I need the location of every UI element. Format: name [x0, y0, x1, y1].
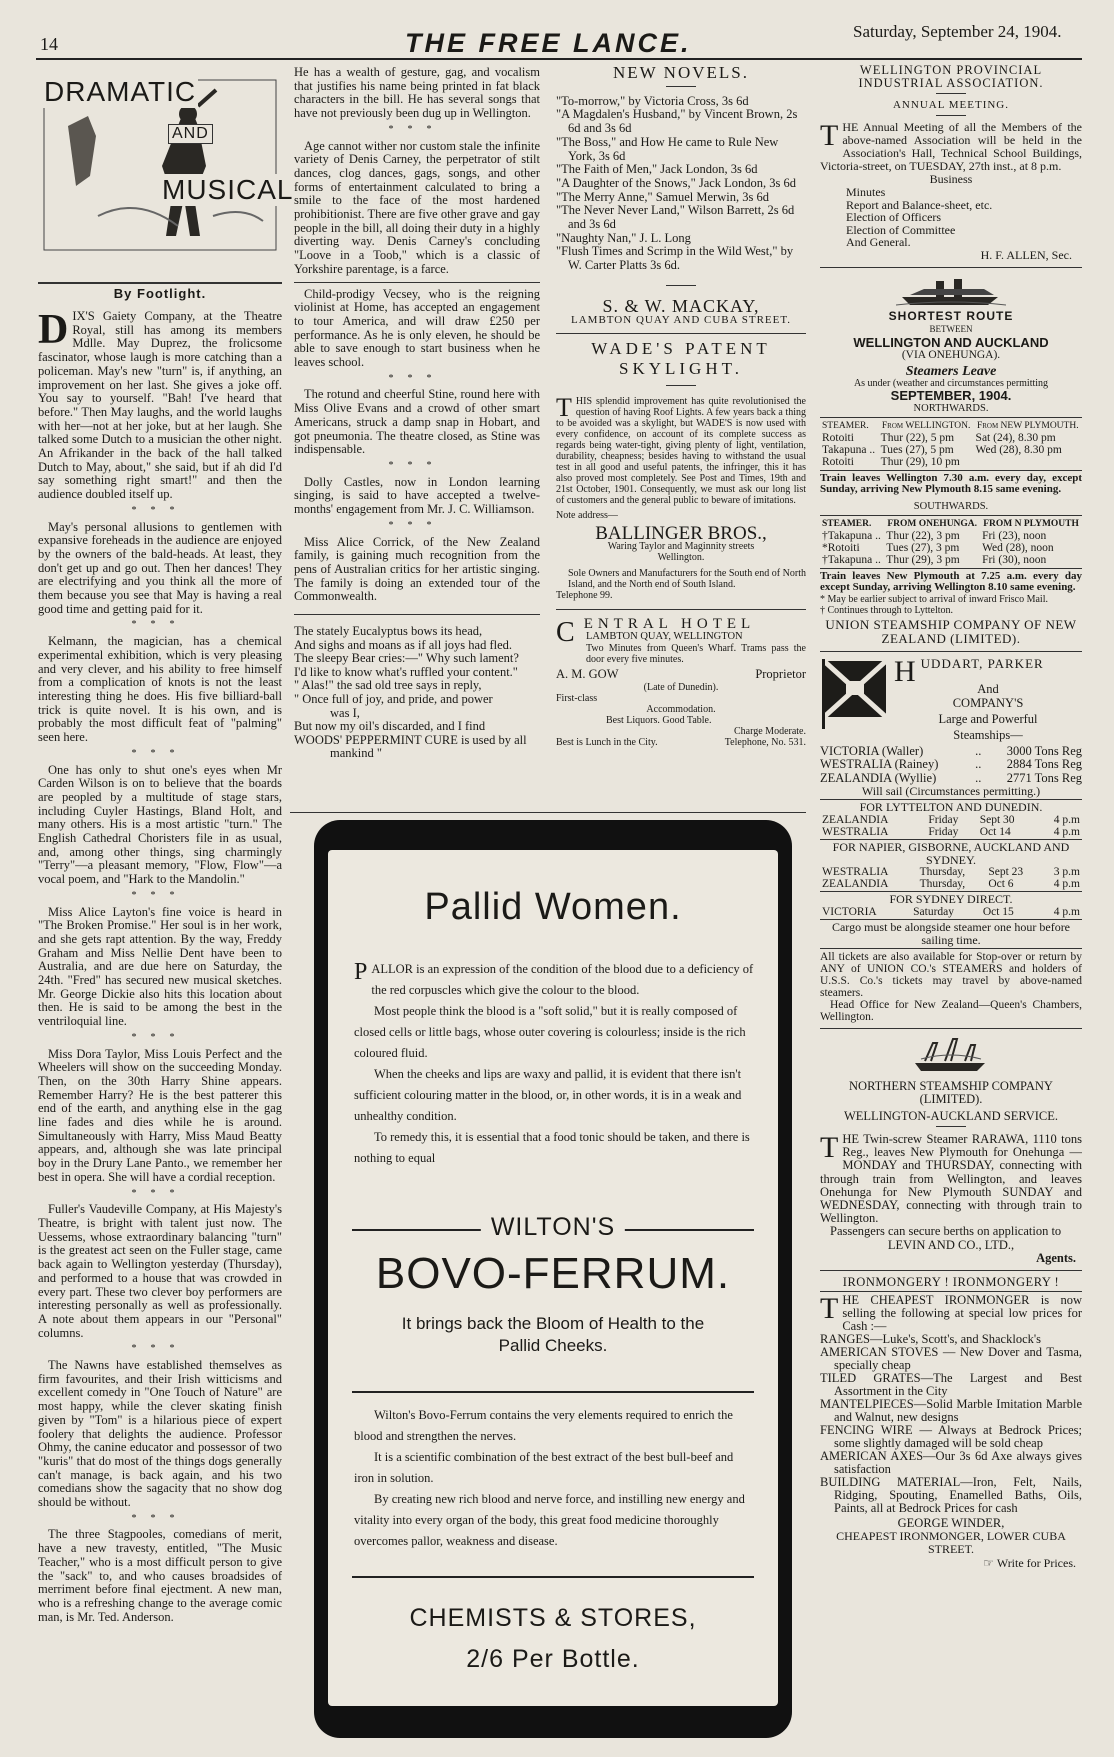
- list-item: And General.: [846, 235, 911, 249]
- seller-name: S. & W. MACKAY,: [602, 295, 760, 316]
- hotel-address: LAMBTON QUAY, WELLINGTON: [586, 631, 743, 643]
- separator-stars: ***: [131, 1031, 189, 1043]
- table-row: WESTRALIA (Rainey) .. 2884 Tons Reg: [820, 757, 1082, 771]
- issue-date: Saturday, September 24, 1904.: [853, 22, 1062, 41]
- will-sail: Will sail (Circumstances permitting.): [861, 784, 1041, 798]
- list-item: "Flush Times and Scrimp in the Wild West," by W. Carter Platts 3s 6d.: [556, 244, 794, 273]
- divider: [820, 1270, 1082, 1271]
- drop-cap: T: [556, 393, 572, 423]
- ironmongery-intro: THE CHEAPEST IRONMONGER is now selling the following at special low prices for Cash :—: [820, 1291, 1082, 1334]
- union-steamships: Steamships—: [953, 727, 1023, 742]
- union-name: UDDART, PARKER: [920, 655, 1044, 671]
- table-row: Takapuna .. Tues (27), 5 pm Wed (28), 8.30 pm: [822, 443, 1062, 456]
- ad-paragraph: When the cheeks and lips are waxy and pallid, it is evident that there isn't sufficient colouring matter in the blood, or, in other words, it is in a weak and unhealthy condition.: [354, 1067, 742, 1123]
- divider: [556, 333, 806, 334]
- poem-line: " Alas!" the sad old tree says in reply,: [294, 678, 482, 693]
- middle-paragraph: The rotund and cheerful Stine, round here with Miss Olive Evans and a crowd of other smart Americans, struck a damp snap in Hobart, and got pneumonia. The theatre closed, as Stine was indispensable.: [294, 387, 540, 457]
- table-row: WESTRALIA Thursday, Sept 23 3 p.m: [822, 866, 1080, 878]
- header-rule: [36, 58, 1082, 60]
- divider: [556, 609, 806, 610]
- list-item: Report and Balance-sheet, etc.: [846, 197, 993, 212]
- northern-sub: WELLINGTON-AUCKLAND SERVICE.: [843, 1109, 1059, 1123]
- accommodation: Accommodation.: [646, 704, 716, 716]
- dramatic-paragraph: The Nawns have established themselves as firm favourites, and their Irish witticisms and excellent comedy in "One Touch of Nature" are most happy, while the clever skating finish given by "Tom" is a hilarious piece of expert foolery that delights the audience. Professor Ohmy, the canine educator and possessor of two "kuris" that do most of the things dogs generally can't manage, is back again, and his two comedians show the sagacity that no show dog should be without.: [38, 1358, 282, 1510]
- brand-line1: WILTON'S: [481, 1213, 625, 1242]
- route-heading: SHORTEST ROUTE: [888, 308, 1014, 323]
- divider: [820, 1028, 1082, 1029]
- route-between: BETWEEN: [929, 323, 973, 334]
- list-item: "A Magdalen's Husband," by Vincent Brown, 2s 6d and 3s 6d: [556, 107, 798, 136]
- dramatic-paragraph: DIX'S Gaiety Company, at the Theatre Royal, still has among its members Mdlle. May Duprez, the frolicsome fascinator, whose laugh is more catching than a policeman. May's new "turn" is, if anything, an improvement on her last. She gives a joke off. You say to yourself. "Bah! I've heard that before." Then May laughs, and the world laughs with her—not at her joke, but at her laugh. She talked some Dutch to a musician the other night. An Afrikander in the back of the hall talked Dutch to May, about," she said, but if ah did I'd say something right smart!" and then the audience doubled itself up.: [38, 310, 282, 502]
- list-item: TILED GRATES—The Largest and Best Assortment in the City: [820, 1371, 1082, 1399]
- northern-body: THE Twin-screw Steamer RARAWA, 1110 tons Reg., leaves New Plymouth for Onehunga —MONDAY and THURSDAY, connecting with through train from Wellington, and leaves Onehunga for New Plymouth SUNDAY and WEDNESDAY, connecting with through train to Wellington.: [820, 1131, 1082, 1226]
- union-and: And: [977, 681, 999, 696]
- ad-rule: [290, 812, 806, 813]
- separator-stars: ***: [388, 123, 446, 135]
- route-via: (VIA ONEHUNGA).: [901, 348, 1001, 361]
- hotel-telephone: Telephone, No. 531.: [724, 737, 806, 749]
- poem-line: The stately Eucalyptus bows its head,: [294, 624, 483, 639]
- drop-cap: P: [354, 959, 368, 985]
- drop-cap: T: [820, 1131, 839, 1164]
- pointing-hand-icon: ☞: [983, 1556, 997, 1571]
- dramatic-paragraph: The three Stagpooles, comedians of merit, have a new travesty, entitled, "The Music Teacher," who is a most difficult person to give the "sack" to, and who causes broadsides of merriment before final ejectment. A new man, who is a refreshing change to the average comic man, is Mr. Ted. Anderson.: [38, 1527, 282, 1624]
- column-four: [820, 64, 1082, 1754]
- table-row: VICTORIA Saturday Oct 15 4 p.m: [822, 906, 1080, 918]
- steamers-leave: Steamers Leave: [905, 363, 997, 379]
- drop-cap: C: [556, 616, 580, 648]
- list-item: AMERICAN AXES—Our 3s 6d Axe always gives satisfaction: [820, 1449, 1082, 1477]
- dramatic-paragraph: Fuller's Vaudeville Company, at His Majesty's Theatre, is bright with talent just now. The Uessems, whose extraordinary balancing "turn" is the greatest act seen on the Fuller stage, came back again to Wellington yesterday (Thursday), and performed to a house that was crowded in every part. These two clever boy performers are interesting personally as well as professionally. A note about them appears in our "Personal" columns.: [38, 1202, 282, 1340]
- poem-line: was I,: [330, 705, 360, 720]
- provincial-heading: WELLINGTON PROVINCIAL INDUSTRIAL ASSOCIATION.: [858, 64, 1044, 90]
- ad-paragraph: To remedy this, it is essential that a food tonic should be taken, and there is nothing to equal: [354, 1130, 750, 1165]
- route-places: WELLINGTON AND AUCKLAND: [853, 334, 1049, 350]
- sailing-table: [820, 906, 1082, 918]
- poem-line: And sighs and moans as if all joys had fled.: [294, 637, 513, 652]
- ad-footer-price: 2/6 Per Bottle.: [466, 1645, 640, 1673]
- northern-passengers: Passengers can secure berths on application to: [830, 1224, 1062, 1239]
- sailing-month: SEPTEMBER, 1904.: [890, 387, 1012, 403]
- steamer-icon: [820, 273, 1082, 310]
- firm-name: BALLINGER BROS.,: [595, 522, 767, 544]
- ad-copy-bottom: [328, 1393, 778, 1552]
- divider: [294, 614, 540, 615]
- divider: [820, 651, 1082, 652]
- and-word: AND: [168, 124, 213, 144]
- drop-cap: H: [894, 654, 917, 688]
- charge: Charge Moderate.: [733, 726, 806, 738]
- ad-tagline: It brings back the Bloom of Health to the Pallid Cheeks.: [401, 1314, 705, 1355]
- brand-row: [352, 1213, 754, 1243]
- house-flag-icon: [822, 659, 888, 729]
- pallid-women-ad: [314, 820, 792, 1738]
- drop-cap: D: [38, 310, 69, 353]
- lunch: Best is Lunch in the City.: [556, 737, 658, 749]
- separator-stars: ***: [388, 372, 446, 384]
- middle-column: [294, 66, 540, 846]
- southwards-table: [820, 518, 1082, 566]
- destination-heading: FOR LYTTELTON AND DUNEDIN.: [859, 800, 1043, 814]
- union-company: COMPANY'S: [952, 695, 1024, 710]
- provincial-body: THE Annual Meeting of all the Members of the above-named Association will be held in the Association's Hall, Technical School Buildings, Victoria-street, on TUESDAY, 27th inst., at 8 p.m.: [820, 119, 1082, 173]
- separator-stars: ***: [131, 1512, 189, 1524]
- table-header: STEAMER. FROM ONEHUNGA. FROM N PLYMOUTH: [822, 518, 1079, 529]
- hotel-name: ENTRAL HOTEL: [583, 615, 756, 632]
- page-number: 14: [40, 34, 58, 54]
- winder-name: GEORGE WINDER,: [897, 1516, 1005, 1531]
- ad-paragraph: Wilton's Bovo-Ferrum contains the very elements required to enrich the blood and strengthen the nerves.: [354, 1408, 733, 1443]
- byline: By Footlight.: [113, 286, 207, 301]
- masthead-title: THE FREE LANCE.: [405, 28, 692, 58]
- separator-stars: ***: [131, 1187, 189, 1199]
- northwards-table: [820, 420, 1082, 468]
- drop-cap: T: [820, 119, 839, 152]
- union-masthead: [820, 654, 1082, 745]
- list-item: MANTELPIECES—Solid Marble Imitation Marble and Walnut, new designs: [820, 1397, 1082, 1425]
- proprietor-name: A. M. GOW: [556, 667, 619, 682]
- northwards-label: NORTHWARDS.: [913, 402, 989, 414]
- ad-paragraph: It is a scientific combination of the best extract of the best bull-beef and iron in solution.: [354, 1450, 734, 1485]
- poem-line: WOODS' PEPPERMINT CURE is used by all: [294, 732, 527, 747]
- list-item: FENCING WIRE — Always at Bedrock Prices; some slightly damaged will be sold cheap: [820, 1423, 1082, 1451]
- list-item: "A Daughter of the Snows," Jack London, 3s 6d: [556, 175, 797, 190]
- divider: [294, 282, 540, 283]
- separator-stars: ***: [131, 619, 189, 631]
- southwards-label: SOUTHWARDS.: [913, 500, 989, 512]
- business-label: Business: [929, 172, 973, 186]
- musical-word: MUSICAL: [162, 174, 294, 205]
- ship-icon: [820, 1035, 1082, 1076]
- provincial-sub: ANNUAL MEETING.: [892, 99, 1010, 111]
- dramatic-paragraph: May's personal allusions to gentlemen with expansive foreheads in the audience are enjoyed by the owners of the bald-heads. At least, they don't get up and go out. Then her dances! They are electrifying and you think all the more of them because you see that May is having a real good time and getting paid for it.: [38, 519, 282, 616]
- ironmongery-list: [820, 1333, 1082, 1515]
- poem-line: " Once full of joy, and pride, and power: [294, 691, 493, 706]
- poem-line: But now my oil's discarded, and I find: [294, 719, 486, 734]
- novels-list: [556, 95, 806, 273]
- destination-heading: FOR NAPIER, GISBORNE, AUCKLAND AND SYDNEY.: [832, 840, 1070, 867]
- northern-agent: LEVIN AND CO., LTD.,: [887, 1237, 1015, 1252]
- sole-agents: Sole Owners and Manufacturers for the South end of North Island, and the North end of South Island.: [568, 567, 806, 590]
- dramatic-paragraph: Miss Dora Taylor, Miss Louis Perfect and the Wheelers will show on the succeeding Monday. Then, on the 30th Harry Shine appears. Remember Harry? He is the best patterer this end of the earth, and anything else in the gag line fades and dies while he is around. Simultaneously with Harry, Miss Maud Beatty appears, and, although she was late principal boy in the Drury Lane Panto., we remember her best in opera. She will have a cordial reception.: [38, 1046, 282, 1184]
- list-item: BUILDING MATERIAL—Iron, Felt, Nails, Ridging, Spouting, Enamelled Baths, Oils, Paints, all at Bedrock Prices for cash: [820, 1475, 1082, 1516]
- table-row: VICTORIA (Waller) .. 3000 Tons Reg: [820, 743, 1082, 758]
- list-item: "The Faith of Men," Jack London, 3s 6d: [556, 162, 758, 177]
- destination-heading: FOR SYDNEY DIRECT.: [889, 892, 1013, 906]
- ad-paragraph: By creating new rich blood and nerve force, and instilling new energy and vitality into every organ of the body, this great food medicine thoroughly overcomes pallor, weakness and disease.: [354, 1492, 745, 1548]
- list-item: Election of Officers: [846, 210, 942, 224]
- list-item: AMERICAN STOVES — New Dover and Tasma, specially cheap: [820, 1345, 1082, 1373]
- table-header: STEAMER. From WELLINGTON. From NEW PLYMOUTH.: [822, 420, 1079, 431]
- table-row: ZEALANDIA Thursday, Oct 6 4 p.m: [822, 878, 1080, 890]
- firm-address: Waring Taylor and Maginnity streets: [607, 540, 755, 552]
- separator-stars: ***: [131, 1343, 189, 1355]
- separator-stars: ***: [131, 889, 189, 901]
- firm-city: Wellington.: [657, 551, 705, 563]
- route-note: * May be earlier subject to arrival of inward Frisco Mail.: [820, 593, 1048, 605]
- northern-heading: NORTHERN STEAMSHIP COMPANY (LIMITED).: [849, 1079, 1053, 1106]
- skylight-body: THIS splendid improvement has quite revolutionised the question of having Roof Lights. A few years back a thing to be avoided was a skylight, but WADE'S is now used with every confidence, on account of its complete success as regards being water-tight, giving plenty of light, ventilation, durability, cheapness; besides having to withstand the usual test in all good and useful patents, the infringer, this it has also proved most completely. See Post and Times, 19th and 21st October, 1901. Consequently, we must ask our long list of customers and the general public to beware of imitations.: [556, 393, 806, 507]
- union-heading: UNION STEAMSHIP COMPANY OF NEW ZEALAND (LIMITED).: [825, 616, 1077, 646]
- dramatic-column: [38, 310, 282, 1750]
- note-address: Note address—: [556, 510, 618, 522]
- skylight-heading: WADE'S PATENT SKYLIGHT.: [591, 339, 771, 379]
- table-row: ZEALANDIA Friday Sept 30 4 p.m: [822, 814, 1080, 826]
- train-north: Train leaves Wellington 7.30 a.m. every day, except Sunday, arriving New Plymouth 8.15 same evening.: [820, 471, 1082, 495]
- dramatic-paragraph: Kelmann, the magician, has a chemical experimental exhibition, which is very pleasing and very clever, and his ability to free himself from a complication of knots is not the least interesting thing he does. His five billiard-ball trick is quite novel. It is his own, and is probably the most difficult feat of "palming" seen here.: [38, 634, 282, 745]
- as-under: As under (weather and circumstances permitting: [853, 377, 1049, 389]
- ad-inner-panel: [328, 850, 778, 1706]
- route-note: † Continues through to Lyttelton.: [820, 604, 954, 616]
- first-class: First-class: [556, 693, 598, 705]
- dramatic-heading-illustration: [38, 66, 294, 284]
- fleet-list: [820, 745, 1082, 786]
- list-item: "Naughty Nan," J. L. Long: [556, 230, 691, 245]
- winder-title: CHEAPEST IRONMONGER, LOWER CUBA STREET.: [836, 1529, 1066, 1556]
- middle-paragraph: Miss Alice Corrick, of the New Zealand family, is gaining much recognition from the pens of Australian critics for her artistic singing. The family is doing an extended tour of the Commonwealth.: [294, 534, 540, 604]
- list-item: RANGES—Luke's, Scott's, and Shacklock's: [820, 1332, 1041, 1347]
- write-for-prices: ☞ Write for Prices.: [983, 1556, 1076, 1571]
- ad-paragraph: PALLOR is an expression of the condition of the blood due to a deficiency of the red corpuscles which give the colour to the blood.: [354, 959, 754, 997]
- dramatic-paragraph: One has only to shut one's eyes when Mr Carden Wilson is on to believe that the boards are peopled by a multitude of stage stars, including Cuyler Hastings, Bland Holt, and many others. His is a most artistic "turn." The English Cathedral Choristers file in as usual, and, among other things, sing charmingly "Terry"—a pleasant memory, "Flow, Flow"—a vocal poem, and "Hark to the Mandolin.": [38, 762, 282, 887]
- provincial-signature: H. F. ALLEN, Sec.: [980, 247, 1072, 262]
- list-item: Election of Committee: [846, 222, 956, 237]
- table-row: WESTRALIA Friday Oct 14 4 p.m: [822, 826, 1080, 838]
- middle-paragraph: Age cannot wither nor custom stale the infinite variety of Denis Carney, the perpetrator of stilt dances, clog dances, gags, songs, and other forms of entertainment calculated to bring a smile to the face of the most hardened prohibitionist. There are five other grave and gay people in the bill, all doing their duty in a highly diverting way. Denis Carney's concluding "Loove in a Toob," which is a classic of Yorkshire parentage, is a farce.: [294, 138, 540, 276]
- tickets-note: All tickets are also available for Stop-over or return by ANY of UNION CO.'s STEAMERS and holders of U.S.S. Co.'s tickets may travel by above-named steamers.: [820, 951, 1082, 999]
- proprietor-note: (Late of Dunedin).: [643, 682, 719, 694]
- cargo-note: Cargo must be alongside steamer one hour before sailing time.: [831, 920, 1071, 947]
- proprietor-label: Proprietor: [755, 667, 806, 682]
- table-row: †Takapuna .. Thur (22), 3 pm Fri (23), noon: [822, 529, 1047, 542]
- table-row: Rotoiti Thur (29), 10 pm: [822, 455, 960, 468]
- separator-stars: ***: [131, 504, 189, 516]
- separator-stars: ***: [388, 459, 446, 471]
- sailing-table: [820, 866, 1082, 890]
- divider: [820, 267, 1082, 268]
- poem-line: mankind ": [330, 746, 382, 761]
- head-office: Head Office for New Zealand—Queen's Chambers, Wellington.: [820, 999, 1082, 1023]
- middle-paragraph: Child-prodigy Vecsey, who is the reigning violinist at Home, has accepted an engagement to tour America, and will draw £250 per performance. As he is only eleven, he should be able to save enough to start business when he leaves school.: [294, 286, 540, 370]
- ad-title: Pallid Women.: [424, 886, 682, 928]
- seller-address: LAMBTON QUAY AND CUBA STREET.: [571, 313, 791, 326]
- dramatic-word: DRAMATIC: [44, 76, 197, 107]
- poem-line: The sleepy Bear cries:—" Why such lament?: [294, 651, 519, 666]
- ad-paragraph: Most people think the blood is a "soft solid," but it is really composed of closed cells or little bags, whose outer covering is colourless; inside is the rich coloured fluid.: [354, 1004, 746, 1060]
- list-item: "The Merry Anne," Samuel Merwin, 3s 6d: [556, 189, 769, 204]
- table-row: Rotoiti Thur (22), 5 pm Sat (24), 8.30 pm: [822, 431, 1056, 444]
- list-item: "To-morrow," by Victoria Cross, 3s 6d: [556, 93, 749, 108]
- agenda-list: [820, 186, 1082, 249]
- drop-cap: T: [820, 1291, 839, 1325]
- middle-paragraph: Dolly Castles, now in London learning singing, is said to have accepted a twelve-months' engagement from Mr. J. C. Williamson.: [294, 474, 540, 517]
- list-item: Minutes: [846, 185, 886, 199]
- liquors: Best Liquors. Good Table.: [606, 715, 712, 727]
- union-large: Large and Powerful: [938, 711, 1038, 726]
- list-item: "The Never Never Land," Wilson Barrett, 2s 6d and 3s 6d: [556, 203, 795, 232]
- hotel-trams: Two Minutes from Queen's Wharf. Trams pass the door every five minutes.: [586, 643, 806, 666]
- separator-stars: ***: [131, 747, 189, 759]
- train-south: Train leaves New Plymouth at 7.25 a.m. every day except Sunday, arriving Wellington 8.10 same evening.: [820, 569, 1082, 593]
- eucalyptus-poem: [294, 625, 540, 761]
- table-row: ZEALANDIA (Wyllie) .. 2771 Tons Reg: [820, 770, 1082, 785]
- table-row: *Rotoiti Tues (27), 3 pm Wed (28), noon: [822, 541, 1054, 554]
- brand-line2: BOVO-FERRUM.: [375, 1249, 731, 1298]
- poem-line: I'd like to know what's ruffled your content.": [294, 664, 518, 679]
- middle-paragraph: He has a wealth of gesture, gag, and vocalism that justifies his name being printed in fat black characters in the bill. He has several songs that have not previously been dug up in Wellington.: [294, 66, 540, 121]
- ad-copy-top: [328, 929, 778, 1169]
- central-hotel-ad: [556, 615, 806, 749]
- separator-stars: ***: [388, 519, 446, 531]
- agents-label: Agents.: [1036, 1250, 1076, 1265]
- novels-heading: NEW NOVELS.: [613, 66, 749, 82]
- ad-footer-stores: CHEMISTS & STORES,: [409, 1604, 697, 1632]
- dramatic-paragraph: Miss Alice Layton's fine voice is heard in "The Broken Promise." Her soul is in her work, and she gets rapt attention. By the way, Freddy Graham and Miss Nellie Dent have been to Australia, and are due here on Saturday, the 24th. "Fred" has secured new musical sketches. Mr. George Dickie also hits this location about then. He is said to be among the best in the ventriloquial line.: [38, 904, 282, 1029]
- firm-phone: Telephone 99.: [556, 589, 613, 601]
- list-item: "The Boss," and How He came to Rule New York, 3s 6d: [556, 134, 779, 163]
- table-row: †Takapuna .. Thur (29), 3 pm Fri (30), noon: [822, 553, 1047, 566]
- sailing-table: [820, 814, 1082, 838]
- column-three: [556, 66, 806, 810]
- ironmongery-heading: IRONMONGERY ! IRONMONGERY !: [842, 1274, 1060, 1289]
